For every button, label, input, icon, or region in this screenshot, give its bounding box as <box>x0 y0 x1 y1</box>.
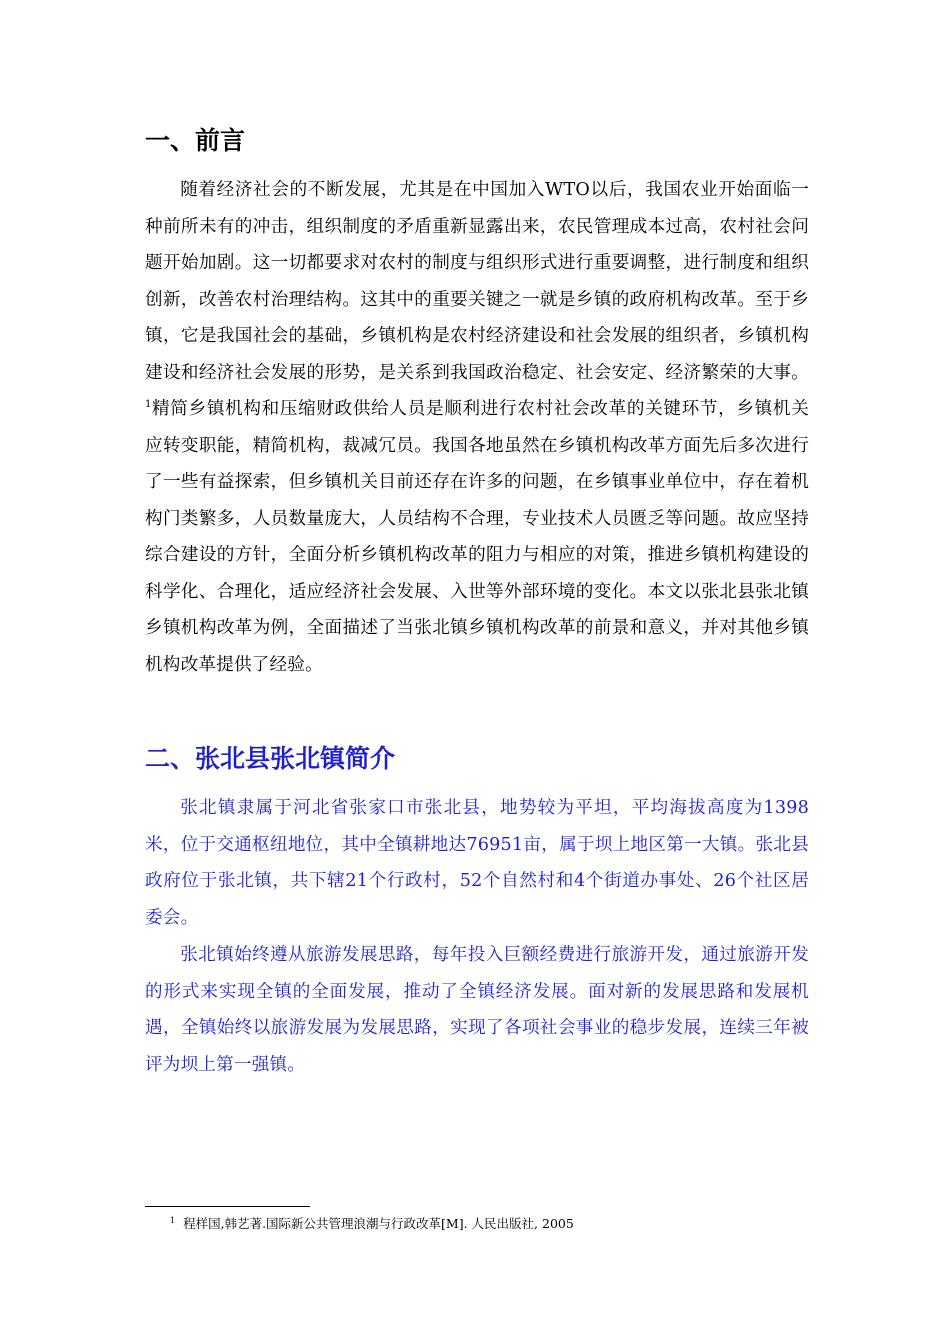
section-heading-preface: 一、前言 <box>145 126 246 155</box>
zhangbei-paragraph-2: 张北镇始终遵从旅游发展思路，每年投入巨额经费进行旅游开发，通过旅游开发的形式来实现全镇的全面发展，推动了全镇经济发展。面对新的发展思路和发展机遇，全镇始终以旅游发展为发展思路，实现了各项社会事业的稳步发展，连续三年被评为坝上第一强镇。 <box>145 945 809 1075</box>
preface-text-part2: 精简乡镇机构和压缩财政供给人员是顺利进行农村社会改革的关键环节，乡镇机关应转变职能，精简机构，裁减冗员。我国各地虽然在乡镇机构改革方面先后多次进行了一些有益探索，但乡镇机关目前还存在许多的问题，在乡镇事业单位中，存在着机构门类繁多，人员数量庞大，人员结构不合理，专业技术人员匮乏等问题。故应坚持综合建设的方针，全面分析乡镇机构改革的阻力与相应的对策，推进乡镇机构建设的科学化、合理化，适应经济社会发展、入世等外部环境的变化。本文以张北县张北镇乡镇机构改革为例，全面描述了当张北镇乡镇机构改革的前景和意义，并对其他乡镇机构改革提供了经验。 <box>145 399 809 675</box>
footnote-reference[interactable]: 1 <box>145 399 152 411</box>
footnote-number: 1 <box>170 1216 176 1225</box>
preface-paragraph <box>145 172 809 683</box>
zhangbei-paragraph-1: 张北镇隶属于河北省张家口市张北县，地势较为平坦，平均海拔高度为1398米，位于交通枢纽地位，其中全镇耕地达76951亩，属于坝上地区第一大镇。张北县政府位于张北镇，共下辖21个行政村，52个自然村和4个街道办事处、26个社区居委会。 <box>145 798 809 928</box>
preface-text-part1: 随着经济社会的不断发展，尤其是在中国加入WTO以后，我国农业开始面临一种前所未有的冲击，组织制度的矛盾重新显露出来，农民管理成本过高，农村社会问题开始加剧。这一切都要求对农村的制度与组织形式进行重要调整，进行制度和组织创新，改善农村治理结构。这其中的重要关键之一就是乡镇的政府机构改革。至于乡镇，它是我国社会的基础，乡镇机构是农村经济建设和社会发展的组织者，乡镇机构建设和经济社会发展的形势，是关系到我国政治稳定、社会安定、经济繁荣的大事。 <box>145 180 809 383</box>
footnote-text: 程样国,韩艺著.国际新公共管理浪潮与行政改革[M]. 人民出版社, 2005 <box>183 1216 574 1232</box>
footnote <box>170 1212 574 1233</box>
section-heading-zhangbei: 二、张北县张北镇简介 <box>145 744 396 773</box>
footnote-divider <box>145 1206 310 1207</box>
